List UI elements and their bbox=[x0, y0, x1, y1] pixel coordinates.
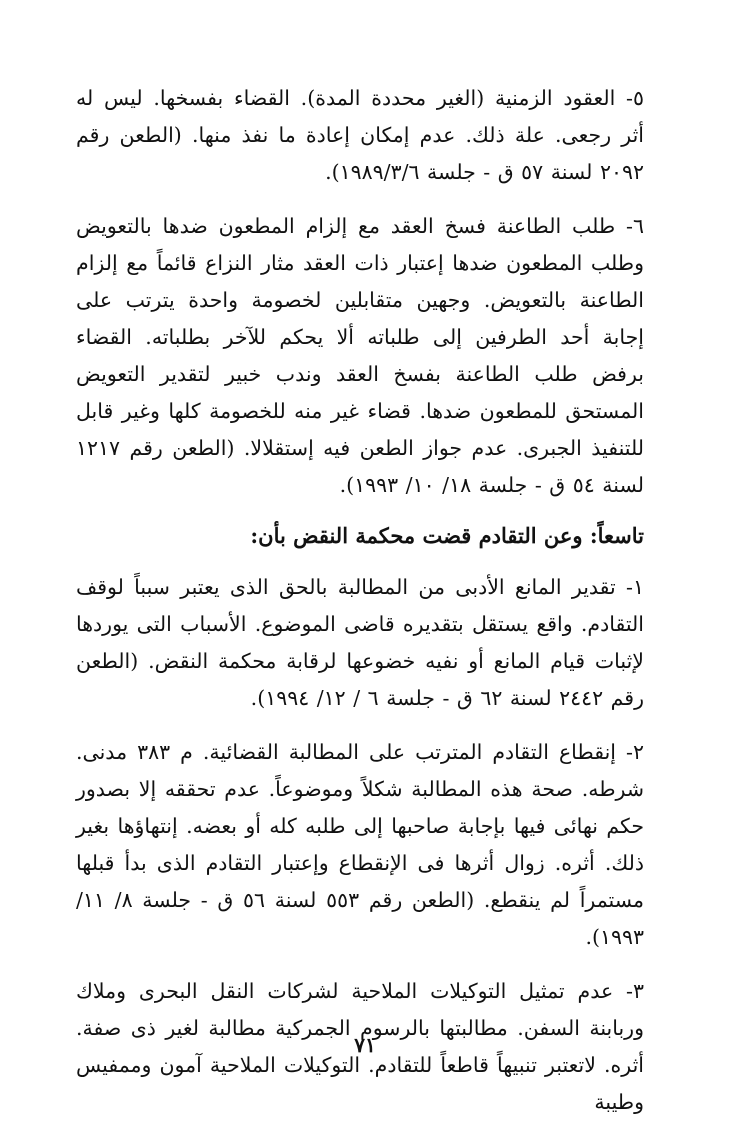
paragraph-5-fixed-term-contracts: ٥- العقود الزمنية (الغير محددة المدة). القضاء بفسخها. ليس له أثر رجعى. علة ذلك. عدم إمكان إعادة ما نفذ منها. (الطعن رقم ٢٠٩٢ لسنة ٥٧ ق - جلسة ١٩٨٩/٣/٦). bbox=[76, 86, 644, 184]
paragraph-6-contract-rescission: ٦- طلب الطاعنة فسخ العقد مع إلزام المطعون ضدها بالتعويض وطلب المطعون ضدها إعتبار ذات العقد مثار النزاع قائماً مع إلزام الطاعنة بالتعويض. وجهين متقابلين لخصومة واحدة يترتب على إجابة أحد الطرفين إلى طلباته ألا يحكم للآخر بطلباته. القضاء برفض طلب الطاعنة بفسخ العقد وندب خبير لتقدير التعويض المستحق للمطعون ضدها. قضاء غير منه للخصومة كلها وغير قابل للتنفيذ الجبرى. عدم جواز الطعن فيه إستقلالا. (الطعن رقم ١٢١٧ لسنة ٥٤ ق - جلسة ١٨/ ١٠/ ١٩٩٣). bbox=[76, 214, 644, 497]
page-number: ٧١ bbox=[354, 1033, 376, 1057]
paragraph-1-moral-impediment: ١- تقدير المانع الأدبى من المطالبة بالحق الذى يعتبر سبباً لوقف التقادم. واقع يستقل بتقديره قاضى الموضوع. الأسباب التى يوردها لإثبات قيام المانع أو نفيه خضوعها لرقابة محكمة النقض. (الطعن رقم ٢٤٤٢ لسنة ٦٢ ق - جلسة ٦ / ١٢/ ١٩٩٤). bbox=[76, 575, 644, 710]
section-heading-prescription: تاسعاً: وعن التقادم قضت محكمة النقض بأن: bbox=[250, 523, 644, 548]
page-body bbox=[76, 80, 644, 1138]
paragraph-2-interruption-of-prescription: ٢- إنقطاع التقادم المترتب على المطالبة القضائية. م ٣٨٣ مدنى. شرطه. صحة هذه المطالبة شكلاً وموضوعاً. عدم تحققه إلا بصدور حكم نهائى فيها بإجابة صاحبها إلى طلبه كله أو بعضه. إنتهاؤها بغير ذلك. أثره. زوال أثرها فى الإنقطاع وإعتبار التقادم الذى بدأ قبلها مستمراً لم ينقطع. (الطعن رقم ٥٥٣ لسنة ٥٦ ق - جلسة ٨/ ١١/ ١٩٩٣). bbox=[76, 740, 645, 949]
paragraph-3-shipping-agencies: ٣- عدم تمثيل التوكيلات الملاحية لشركات النقل البحرى وملاك وربابنة السفن. مطالبتها بالرسوم الجمركية مطالبة لغير ذى صفة. أثره. لاتعتبر تنبيهاً قاطعاً للتقادم. التوكيلات الملاحية آمون وممفيس وطيبة bbox=[76, 979, 644, 1114]
